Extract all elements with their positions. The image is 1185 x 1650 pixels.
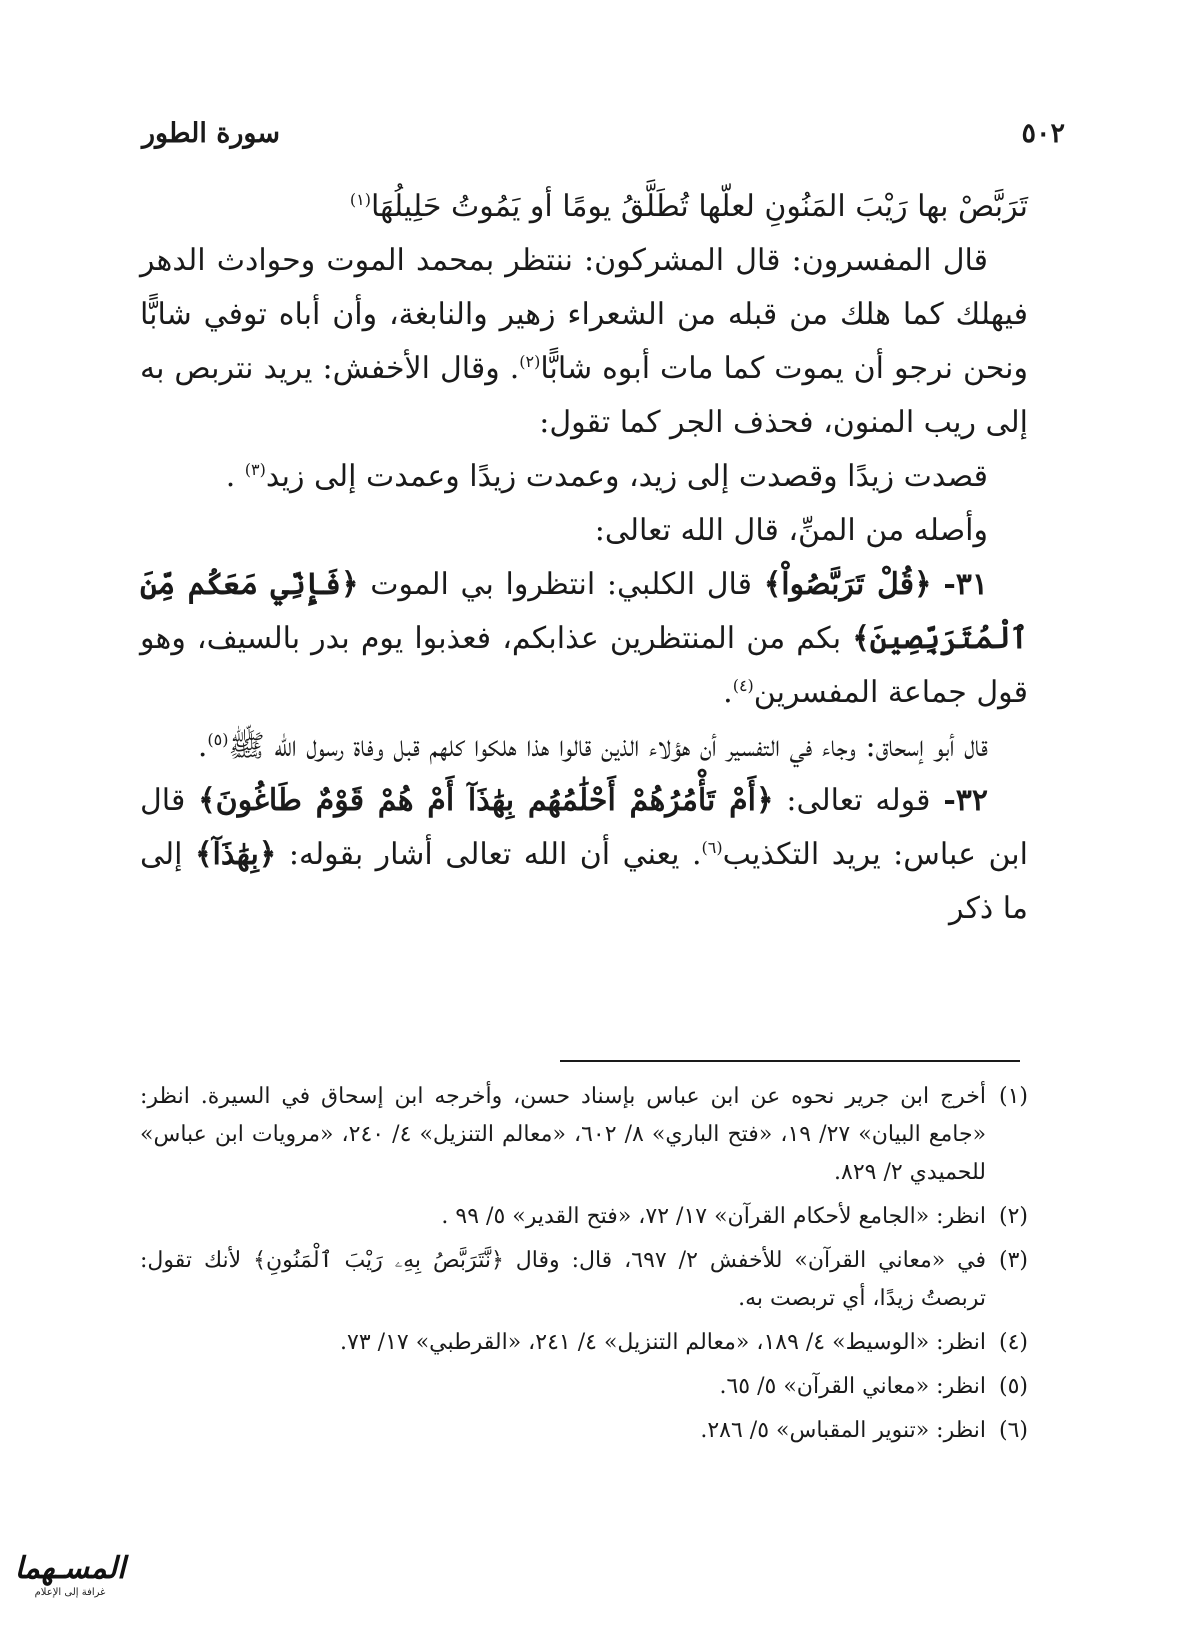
footnote-ref: (٦) (701, 838, 723, 857)
footnote-mark: (٦) (998, 1418, 1028, 1443)
footnote-item (140, 1368, 1028, 1406)
quran-quote: ﴿قُلْ تَرَبَّصُواْ﴾ (763, 567, 932, 602)
paragraph-text: . (723, 675, 733, 710)
paragraph-text: إلى ما ذكر (140, 837, 1028, 926)
footnote-text: انظر: «الجامع لأحكام القرآن» ١٧/ ٧٢، «فتح القدير» ٥/ ٩٩ . (441, 1204, 986, 1229)
paragraph-text: قوله تعالى: (773, 783, 944, 818)
footnote-text: انظر: «معاني القرآن» ٥/ ٦٥. (719, 1374, 986, 1399)
footnote-mark: (٣) (998, 1248, 1028, 1273)
paragraph-text: قال المفسرون: قال المشركون: ننتظر بمحمد الموت وحوادث الدهر فيهلك كما هلك من قبله من الشعراء زهير والنابغة، وأن أباه توفي شابًّا ونحن نرجو أن يموت كما مات أبوه شابًّا (140, 243, 1028, 386)
paragraph-example (140, 450, 1028, 504)
paragraph-ayah-31 (140, 558, 1028, 720)
footnote-text: في «معاني القرآن» للأخفش ٢/ ٦٩٧، قال: وقال ﴿نَّتَرَبَّصُ بِهِۦ رَيْبَ ٱلْمَنُونِ﴾ لأنك تقول: تربصتُ زيدًا، أي تربصت به. (140, 1248, 987, 1311)
footnote-mark: (٤) (998, 1330, 1028, 1355)
footnote-item (140, 1412, 1028, 1450)
paragraph-text: بكم من المنتظرين عذابكم، فعذبوا يوم بدر بالسيف، وهو قول جماعة المفسرين (140, 621, 1028, 710)
footnote-mark: (٥) (998, 1374, 1028, 1399)
paragraph-text: قال ابن عباس: يريد التكذيب (140, 783, 1028, 872)
paragraph-text: . (197, 729, 208, 764)
quran-quote: ﴿بِهَٰذَآ﴾ (194, 837, 277, 872)
paragraph-abu-ishaq (140, 720, 1028, 774)
surah-title: سورة الطور (141, 118, 280, 149)
footnote-text: انظر: «تنوير المقباس» ٥/ ٢٨٦. (700, 1418, 986, 1443)
paragraph-text: . وقال الأخفش: يريد نتربص به إلى ريب المنون، فحذف الجر كما تقول: (140, 351, 1028, 440)
footnote-ref: (١) (349, 190, 371, 209)
main-text (140, 180, 1028, 936)
footnote-item (140, 1324, 1028, 1362)
footnote-ref: (٤) (732, 676, 754, 695)
footnote-mark: (١) (998, 1084, 1028, 1109)
footnote-ref: (٥) (207, 730, 229, 749)
footnote-ref: (٢) (519, 352, 541, 371)
paragraph-text: . يعني أن الله تعالى أشار بقوله: (276, 837, 702, 872)
paragraph-text: . (225, 459, 245, 494)
quran-quote: ﴿فَإِنِّي مَعَكُم مِّنَ ٱلْمُتَرَبِّصِينَ﴾ (140, 567, 1028, 656)
footnote-item (140, 1198, 1028, 1236)
footnote-ref: (٣) (244, 460, 266, 479)
paragraph-ayah-32 (140, 774, 1028, 936)
footnotes (140, 1078, 1028, 1456)
paragraph-mufassirun (140, 234, 1028, 450)
paragraph-text: قال أبو إسحاق: وجاء في التفسير أن هؤلاء الذين قالوا هذا هلكوا كلهم قبل وفاة رسول الله ﷺ (228, 729, 988, 764)
paragraph-text: قصدت زيدًا وقصدت إلى زيد، وعمدت زيدًا وعمدت إلى زيد (265, 459, 988, 494)
logo-main-text: المسـ͏هما (14, 1551, 126, 1586)
ayah-number: ٣٢- (943, 783, 988, 818)
footnote-text: انظر: «الوسيط» ٤/ ١٨٩، «معالم التنزيل» ٤/ ٢٤١، «القرطبي» ١٧/ ٧٣. (340, 1330, 986, 1355)
watermark-logo (10, 1552, 130, 1610)
poetry-verse (140, 180, 1028, 234)
ayah-number: ٣١- (943, 567, 988, 602)
quran-quote: ﴿أَمْ تَأْمُرُهُمْ أَحْلَٰمُهُم بِهَٰذَآ أَمْ هُمْ قَوْمٌ طَاغُونَ﴾ (198, 783, 774, 818)
footnote-item (140, 1078, 1028, 1192)
page-number: ٥٠٢ (1021, 118, 1065, 149)
paragraph-text: قال الكلبي: انتظروا بي الموت (358, 567, 764, 602)
footnote-text: أخرج ابن جرير نحوه عن ابن عباس بإسناد حسن، وأخرجه ابن إسحاق في السيرة. انظر: «جامع البيان» ٢٧/ ١٩، «فتح الباري» ٨/ ٦٠٢، «معالم التنزيل» ٤/ ٢٤٠، «مرويات ابن عباس» للحميدي ٢/ ٨٢٩. (140, 1084, 987, 1185)
verse-text: تَرَبَّصْ بها رَيْبَ المَنُونِ لعلّها تُطَلَّقُ يومًا أو يَمُوتُ حَلِيلُهَا (370, 189, 1028, 224)
footnote-divider (560, 1060, 1020, 1062)
paragraph-origin (140, 504, 1028, 558)
footnote-item (140, 1242, 1028, 1318)
footnote-mark: (٢) (998, 1204, 1028, 1229)
logo-small-text: غرافة إلى الإعلام (34, 1587, 106, 1598)
paragraph-text: وأصله من المنِّ، قال الله تعالى: (594, 513, 988, 548)
